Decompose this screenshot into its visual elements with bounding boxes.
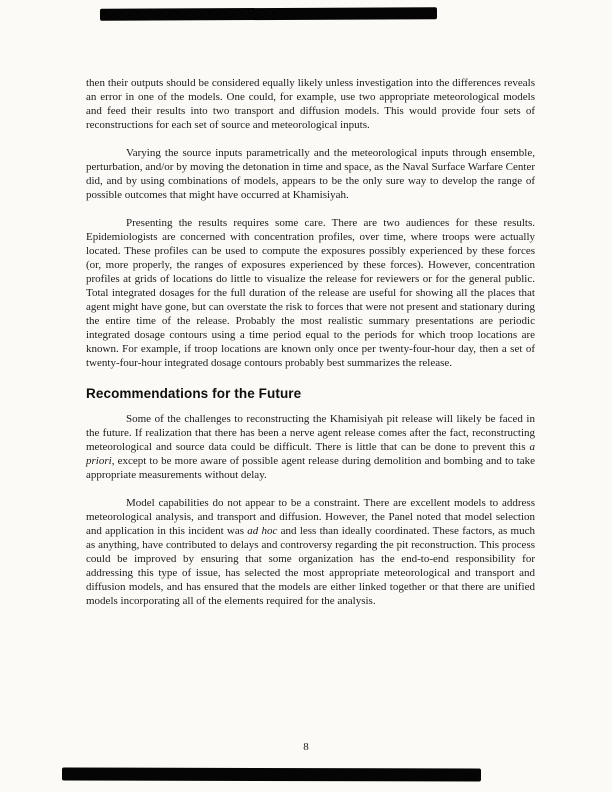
italic-phrase-ad-hoc: ad hoc: [247, 525, 278, 537]
paragraph-presenting-results: Presenting the results requires some care. There are two audiences for these results. Epidemiologists are concerned with concentration profiles, over time, where troops were actually located. These profiles can be used to compute the exposures possibly experienced by these forces (or, more properly, the ranges of exposures experienced by these forces). However, concentration profiles at grids of locations do little to visualize the release for reviewers or for the general public. Total integrated dosages for the full duration of the release are useful for showing all the places that agent might have gone, but can overstate the risk to forces that were not present and stationary during the entire time of the release. Probably the most realistic summary presentations are periodic integrated dosage contours using a time period equal to the periods for which troop locations are known. For example, if troop locations are known only once per twenty-four-hour day, then a set of twenty-four-hour integrated dosage contours probably best summarizes the release.: [86, 217, 535, 369]
page-body: [86, 76, 535, 622]
paragraph-text: Some of the challenges to reconstructing the Khamisiyah pit release will likely be faced in the future. If realization that there has been a nerve agent release comes after the fact, reconstructing meteorological and source data could be difficult. There is little that can be done to prevent this: [86, 413, 535, 453]
paragraph-model-capabilities: [86, 496, 535, 608]
page-number: 8: [303, 741, 309, 753]
paragraph-continuation: then their outputs should be considered equally likely unless investigation into the differences reveals an error in one of the models. One could, for example, use two appropriate meteorological models and feed their results into two transport and diffusion models. This would provide four sets of reconstructions for each set of source and meteorological inputs.: [86, 77, 535, 131]
scan-artifact-bottom-bar: [62, 767, 481, 781]
paragraph-text: , except to be more aware of possible agent release during demolition and bombing and to take appropriate measurements without delay.: [86, 455, 535, 481]
paragraph-challenges: [86, 412, 535, 482]
scan-artifact-top-bar: [100, 7, 437, 20]
paragraph-text: and less than ideally coordinated. These factors, as much as anything, have contributed to delays and controversy regarding the pit reconstruction. This process could be improved by ensuring that some organization has the end-to-end responsibility for addressing this type of issue, has selected the most appropriate meteorological and transport and diffusion models, and has ensured that the models are either linked together or that there are unified models incorporating all of the elements required for the analysis.: [86, 525, 535, 607]
section-heading-recommendations: Recommendations for the Future: [86, 386, 302, 401]
paragraph-text: Model capabilities do not appear to be a constraint. There are excellent models to address meteorological analysis, and transport and diffusion. However, the Panel noted that model selection and application in this incident was: [86, 497, 535, 537]
paragraph-varying-inputs: Varying the source inputs parametrically and the meteorological inputs through ensemble, perturbation, and/or by moving the detonation in time and space, as the Naval Surface Warfare Center did, and by using combinations of models, appears to be the only sure way to develop the range of possible outcomes that might have occurred at Khamisiyah.: [86, 147, 535, 201]
italic-phrase-a-priori: a priori: [86, 441, 535, 467]
